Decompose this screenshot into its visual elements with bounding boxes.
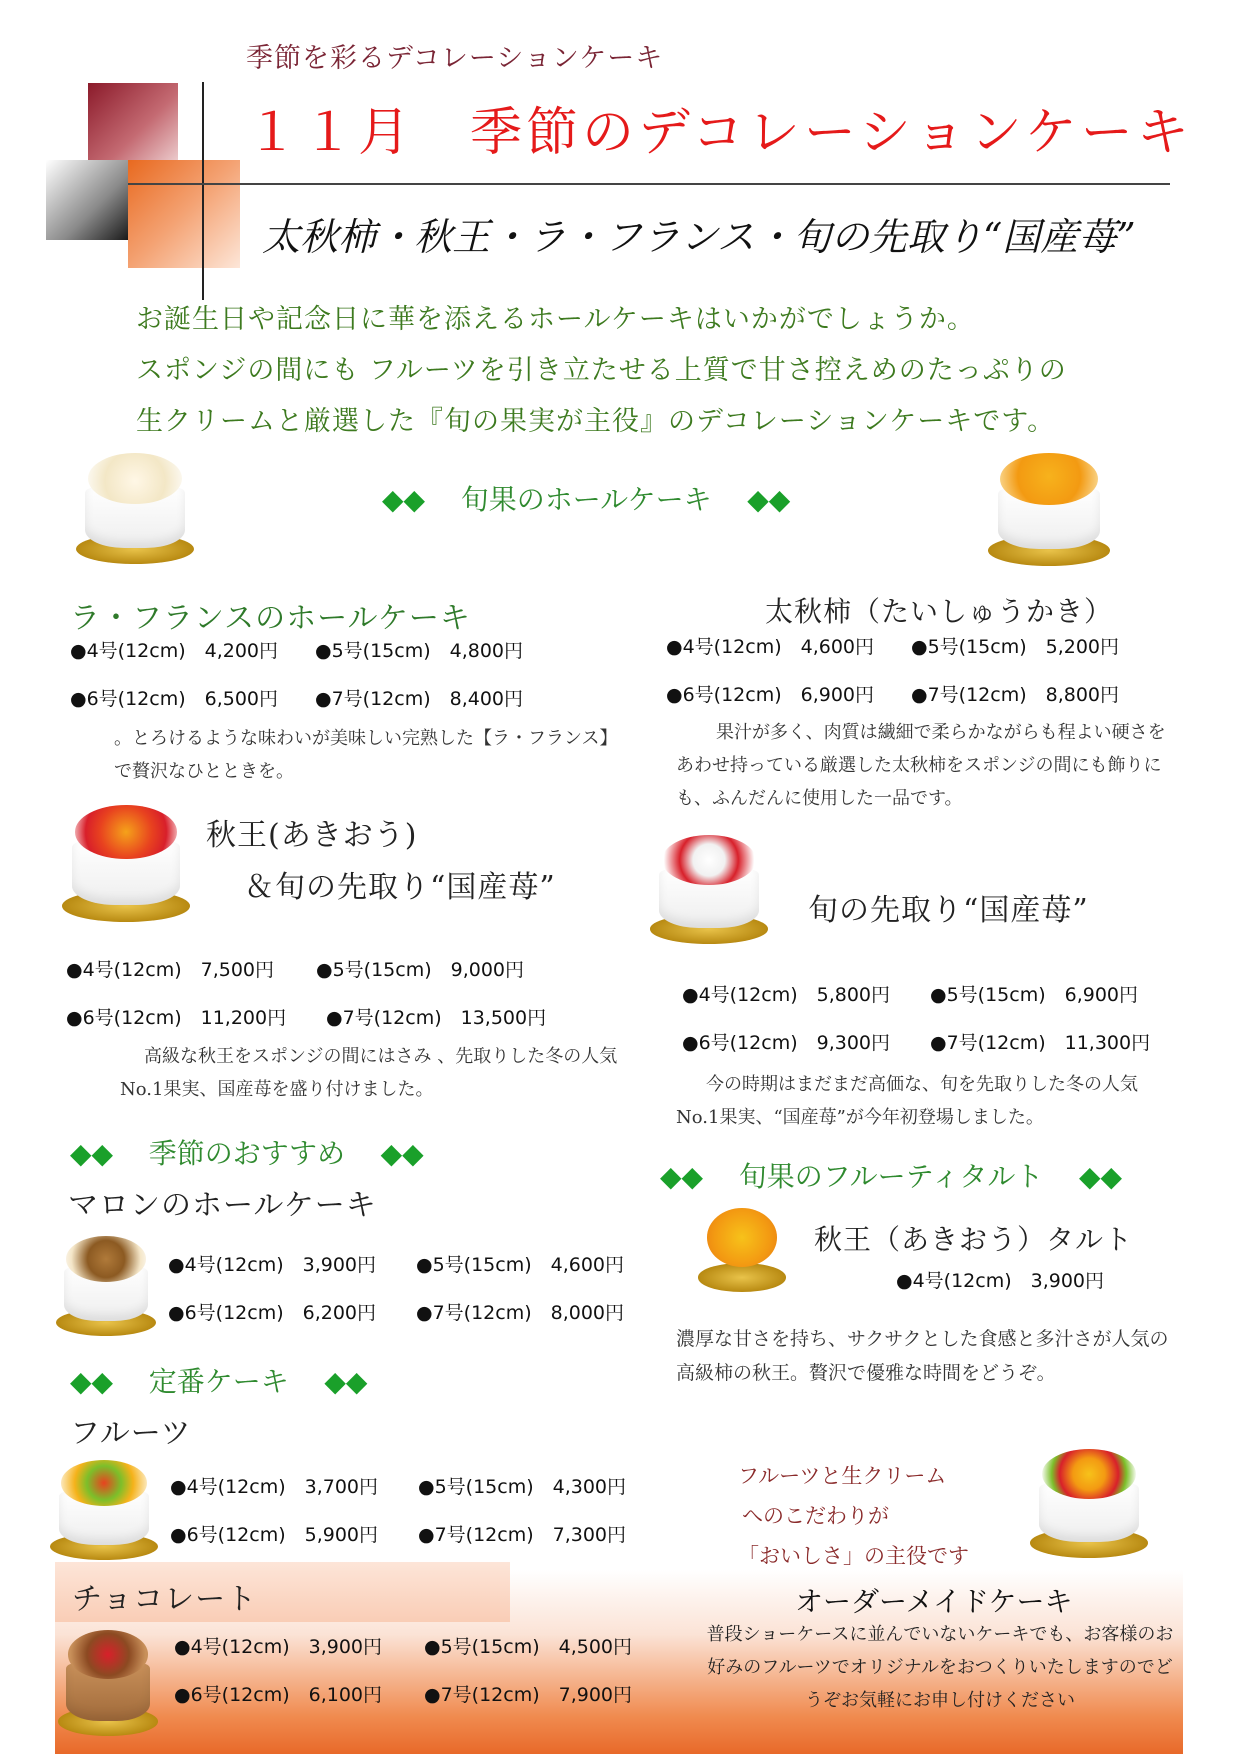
section-label: 定番ケーキ	[148, 1365, 289, 1398]
price-item: ●5号(15cm) 4,800円	[315, 640, 524, 662]
price-item: ●5号(15cm) 6,900円	[930, 984, 1139, 1006]
price-item: ●4号(12cm) 7,500円	[66, 959, 275, 981]
tart-desc: 濃厚な甘さを持ち、サクサクとした食感と多汁さが人気の高級柿の秋王。贅沢で優雅な時間をどうぞ。	[676, 1328, 1169, 1384]
section-heading-seasonal-whole	[382, 478, 790, 518]
page-subtitle: 太秋柿・秋王・ラ・フランス・旬の先取り“国産苺”	[262, 215, 1136, 259]
ichigo-prices	[682, 980, 1150, 1076]
tart-prices	[896, 1266, 1104, 1314]
chocolate-prices	[174, 1632, 632, 1728]
akiou-name-line1: 秋王(あきおう)	[206, 818, 418, 853]
ichigo-name: 旬の先取り“国産苺”	[808, 893, 1089, 928]
price-item: ●6号(12cm) 5,900円	[170, 1524, 379, 1546]
taishu-prices	[666, 632, 1119, 728]
diamond-icon: ◆◆	[380, 1137, 424, 1170]
akiou-desc: 高級な秋王をスポンジの間にはさみ 、先取りした冬の人気No.1果実、国産苺を盛り付けました。	[120, 1046, 618, 1100]
diamond-icon: ◆◆	[660, 1160, 704, 1193]
diamond-icon: ◆◆	[324, 1365, 368, 1398]
price-item: ●7号(12cm) 7,900円	[424, 1684, 633, 1706]
order-made-desc: 普段ショーケースに並んでいないケーキでも、お客様のお好みのフルーツでオリジナルをおつくりいたしますのでどうぞお気軽にお申し付けください	[706, 1624, 1174, 1711]
marron-prices	[168, 1250, 624, 1346]
price-item: ●6号(12cm) 6,100円	[174, 1684, 383, 1706]
taishu-cake-image	[988, 448, 1110, 566]
intro-line: お誕生日や記念日に華を添えるホールケーキはいかがでしょうか。	[136, 304, 975, 335]
chocolate-name: チョコレート	[72, 1582, 258, 1617]
taishu-desc: 果汁が多く、肉質は繊細で柔らかながらも程よい硬さをあわせ持っている厳選した太秋柿をスポンジの間にも飾りにも、ふんだんに使用した一品です。	[676, 722, 1166, 809]
akiou-name-line2: ＆旬の先取り“国産苺”	[244, 870, 556, 905]
promo-line: へのこだわりが	[742, 1504, 889, 1528]
marron-cake-image	[56, 1232, 156, 1336]
decor-square-gray	[46, 160, 128, 240]
price-item: ●7号(12cm) 8,800円	[911, 684, 1120, 706]
lafrance-prices	[70, 636, 523, 732]
price-item: ●6号(12cm) 6,900円	[666, 684, 875, 706]
fruits-prices	[170, 1472, 626, 1568]
promo-cake-image	[1030, 1444, 1148, 1558]
promo-line: 「おいしさ」の主役です	[738, 1544, 969, 1568]
section-label: 季節のおすすめ	[148, 1137, 345, 1170]
diamond-icon: ◆◆	[70, 1137, 114, 1170]
price-item: ●6号(12cm) 6,500円	[70, 688, 279, 710]
intro-line: 生クリームと厳選した『旬の果実が主役』のデコレーションケーキです。	[136, 406, 1056, 437]
akiou-cake-image	[62, 800, 190, 922]
price-item: ●6号(12cm) 11,200円	[66, 1007, 287, 1029]
price-item: ●7号(12cm) 7,300円	[418, 1524, 627, 1546]
price-item: ●5号(15cm) 5,200円	[911, 636, 1120, 658]
taishu-name: 太秋柿（たいしゅうかき）	[765, 595, 1114, 628]
diamond-icon: ◆◆	[382, 483, 426, 516]
lafrance-name: ラ・フランスのホールケーキ	[70, 601, 471, 636]
price-item: ●5号(15cm) 4,300円	[418, 1476, 627, 1498]
intro-line: スポンジの間にも フルーツを引き立たせる上質で甘さ控えめのたっぷりの	[136, 355, 1067, 386]
akiou-prices	[66, 955, 546, 1051]
section-heading-standard	[70, 1360, 367, 1400]
page-title: １１月 季節のデコレーションケーキ	[246, 103, 1193, 163]
decor-horizontal-line	[128, 183, 1170, 185]
diamond-icon: ◆◆	[70, 1365, 114, 1398]
price-item: ●4号(12cm) 3,900円	[168, 1254, 377, 1276]
diamond-icon: ◆◆	[1078, 1160, 1123, 1193]
order-made-title: オーダーメイドケーキ	[795, 1585, 1073, 1618]
price-item: ●4号(12cm) 5,800円	[682, 984, 891, 1006]
section-heading-tart	[660, 1155, 1122, 1195]
price-item: ●6号(12cm) 9,300円	[682, 1032, 891, 1054]
page-kicker: 季節を彩るデコレーションケーキ	[246, 43, 664, 74]
section-label: 旬果のフルーティタルト	[738, 1160, 1044, 1193]
price-item: ●4号(12cm) 3,900円	[174, 1636, 383, 1658]
lafrance-desc: 。とろけるような味わいが美味しい完熟した【ラ・フランス】で贅沢なひとときを。	[114, 728, 618, 782]
price-item: ●7号(12cm) 11,300円	[930, 1032, 1151, 1054]
price-item: ●4号(12cm) 4,200円	[70, 640, 279, 662]
ichigo-desc: 今の時期はまだまだ高価な、旬を先取りした冬の人気No.1果実、“国産苺”が今年初登場しました。	[676, 1074, 1138, 1128]
price-item: ●5号(15cm) 4,600円	[416, 1254, 625, 1276]
price-item: ●5号(15cm) 4,500円	[424, 1636, 633, 1658]
diamond-icon: ◆◆	[747, 483, 791, 516]
price-item: ●4号(12cm) 4,600円	[666, 636, 875, 658]
section-label: 旬果のホールケーキ	[460, 483, 712, 516]
promo-line: フルーツと生クリーム	[738, 1464, 947, 1488]
promo-text	[738, 1456, 969, 1576]
chocolate-cake-image	[58, 1626, 158, 1736]
marron-name: マロンのホールケーキ	[68, 1188, 377, 1223]
tart-image	[698, 1208, 786, 1292]
price-item: ●5号(15cm) 9,000円	[316, 959, 525, 981]
decor-square-orange	[128, 160, 240, 268]
fruits-cake-image	[50, 1456, 158, 1560]
price-item: ●6号(12cm) 6,200円	[168, 1302, 377, 1324]
price-item: ●7号(12cm) 13,500円	[326, 1007, 547, 1029]
price-item: ●7号(12cm) 8,400円	[315, 688, 524, 710]
ichigo-cake-image	[650, 830, 768, 944]
price-item: ●4号(12cm) 3,700円	[170, 1476, 379, 1498]
fruits-name: フルーツ	[70, 1416, 192, 1451]
tart-name: 秋王（あきおう）タルト	[814, 1223, 1134, 1256]
decor-vertical-line	[202, 82, 204, 300]
price-item: ●7号(12cm) 8,000円	[416, 1302, 625, 1324]
intro-text	[136, 294, 1186, 447]
section-heading-recommend	[70, 1132, 424, 1172]
price-item: ●4号(12cm) 3,900円	[896, 1270, 1105, 1292]
lafrance-cake-image	[76, 448, 194, 564]
